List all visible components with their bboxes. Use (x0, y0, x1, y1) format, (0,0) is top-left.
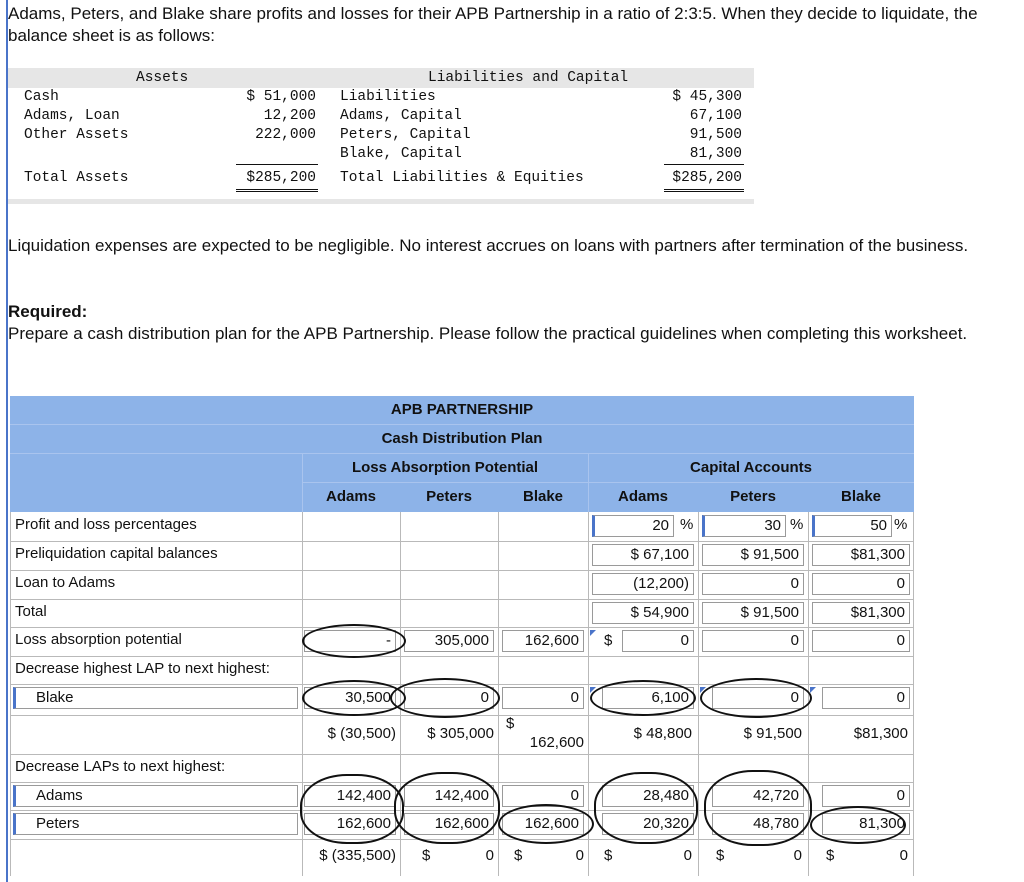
pct-adams-input[interactable]: 20 (592, 515, 674, 537)
row-select-peters[interactable]: Peters (13, 813, 298, 835)
total-blake-input[interactable]: $81,300 (812, 602, 910, 624)
worksheet-title: APB PARTNERSHIP (390, 401, 534, 418)
lap-cap-blake-input[interactable]: 0 (812, 630, 910, 652)
s2a-cap-adams-input[interactable]: 28,480 (602, 785, 694, 807)
s1-cap-peters-input[interactable]: 0 (712, 687, 804, 709)
b1-lap-blake-dollar: $ (506, 715, 515, 732)
assets-header: Assets (136, 70, 189, 86)
capital-header: Capital Accounts (690, 459, 812, 476)
total-le-label: Total Liabilities & Equities (340, 170, 584, 186)
final-dollar: $ (422, 847, 431, 864)
balance-sheet-header-band (8, 68, 754, 88)
asset-value: 12,200 (263, 108, 316, 124)
final-dollar: $ (514, 847, 523, 864)
s2p-lap-adams-input[interactable]: 162,600 (304, 813, 396, 835)
row-label-loan: Loan to Adams (15, 574, 116, 591)
grid (10, 541, 914, 542)
final-cap-peters: 0 (793, 847, 802, 864)
asset-label: Adams, Loan (24, 108, 120, 124)
header-divider (302, 482, 914, 483)
s2a-cap-blake-input[interactable]: 0 (822, 785, 910, 807)
grid (10, 599, 914, 600)
b1-cap-blake: $81,300 (853, 725, 908, 742)
row-label-lap: Loss absorption potential (15, 631, 182, 648)
note-paragraph: Liquidation expenses are expected to be negligible. No interest accrues on loans with partners after termination of the business. (8, 236, 969, 255)
total-assets-label: Total Assets (24, 170, 129, 186)
s1-cap-blake-input[interactable]: 0 (822, 687, 910, 709)
pct-sign: % (894, 516, 908, 533)
lap-header: Loss Absorption Potential (351, 459, 539, 476)
s2p-cap-peters-input[interactable]: 48,780 (712, 813, 804, 835)
annotation-circle (594, 772, 698, 844)
b1-lap-blake: 162,600 (529, 734, 584, 751)
total-le-value: $285,200 (672, 170, 742, 186)
final-dollar: $ (716, 847, 725, 864)
total-adams-input[interactable]: $ 54,900 (592, 602, 694, 624)
prelim-blake-input[interactable]: $81,300 (812, 544, 910, 566)
annotation-circle (590, 680, 696, 716)
annotation-circle (390, 678, 500, 718)
lap-cap-peters-input[interactable]: 0 (702, 630, 804, 652)
s2a-cap-peters-input[interactable]: 42,720 (712, 785, 804, 807)
assets-double-underline (236, 191, 318, 192)
pct-sign: % (680, 516, 694, 533)
col-cap-blake: Blake (840, 488, 882, 505)
liability-label: Peters, Capital (340, 127, 471, 143)
grid (698, 512, 699, 876)
required-title: Required: (8, 302, 88, 321)
row-select-blake[interactable]: Blake (13, 687, 298, 709)
pct-sign: % (790, 516, 804, 533)
prelim-peters-input[interactable]: $ 91,500 (702, 544, 804, 566)
assets-underline (236, 164, 318, 165)
asset-label: Cash (24, 89, 59, 105)
grid (913, 512, 914, 876)
liability-value: 67,100 (689, 108, 742, 124)
liabilities-underline (664, 164, 744, 165)
s2p-cap-blake-input[interactable]: 81,300 (822, 813, 910, 835)
grid (10, 512, 11, 876)
liability-label: Adams, Capital (340, 108, 462, 124)
assets-double-underline (236, 189, 318, 190)
final-cap-blake: 0 (899, 847, 908, 864)
s2p-cap-adams-input[interactable]: 20,320 (602, 813, 694, 835)
input-flag-icon (590, 630, 596, 636)
annotation-circle (394, 772, 500, 844)
row-label-prelim: Preliquidation capital balances (15, 545, 218, 562)
row-label-pl: Profit and loss percentages (15, 516, 197, 533)
cap-dollar: $ (604, 632, 613, 649)
b1-lap-peters: $ 305,000 (427, 725, 494, 742)
final-dollar: $ (604, 847, 613, 864)
final-lap-peters: 0 (485, 847, 494, 864)
final-cap-adams: 0 (683, 847, 692, 864)
s1-cap-adams-input[interactable]: 6,100 (602, 687, 694, 709)
lap-blake-input[interactable]: 162,600 (502, 630, 584, 652)
asset-label: Other Assets (24, 127, 129, 143)
liabilities-header: Liabilities and Capital (428, 70, 629, 86)
liability-label: Blake, Capital (340, 146, 462, 162)
annotation-circle (704, 770, 812, 846)
s2a-lap-adams-input[interactable]: 142,400 (304, 785, 396, 807)
grid (10, 656, 914, 657)
row-select-adams[interactable]: Adams (13, 785, 298, 807)
s2p-lap-peters-input[interactable]: 162,600 (404, 813, 494, 835)
worksheet-subtitle: Cash Distribution Plan (381, 430, 543, 447)
asset-value: $ 51,000 (246, 89, 316, 105)
asset-value: 222,000 (255, 127, 316, 143)
s1-lap-adams-input[interactable]: 30,500 (304, 687, 396, 709)
annotation-circle (810, 806, 906, 844)
final-lap-adams: $ (335,500) (319, 847, 396, 864)
b1-cap-adams: $ 48,800 (633, 725, 692, 742)
b1-lap-adams: $ (30,500) (327, 725, 396, 742)
grid (10, 754, 914, 755)
total-peters-input[interactable]: $ 91,500 (702, 602, 804, 624)
balance-sheet (8, 68, 754, 208)
final-dollar: $ (826, 847, 835, 864)
annotation-circle (700, 678, 812, 718)
col-cap-peters: Peters (730, 488, 776, 505)
loan-peters-input[interactable]: 0 (702, 573, 804, 595)
col-lap-adams: Adams (325, 488, 377, 505)
prelim-adams-input[interactable]: $ 67,100 (592, 544, 694, 566)
liability-label: Liabilities (340, 89, 436, 105)
col-lap-peters: Peters (426, 488, 472, 505)
s1-lap-peters-input[interactable]: 0 (404, 687, 494, 709)
loan-adams-input[interactable]: (12,200) (592, 573, 694, 595)
le-double-underline (664, 191, 744, 192)
annotation-circle (302, 624, 406, 658)
liability-value: 81,300 (689, 146, 742, 162)
pct-blake-input[interactable]: 50 (812, 515, 892, 537)
grid (10, 627, 914, 628)
le-double-underline (664, 189, 744, 190)
grid (10, 570, 914, 571)
col-cap-adams: Adams (617, 488, 669, 505)
balance-sheet-footer-band (8, 199, 754, 204)
intro-paragraph: Adams, Peters, and Blake share profits and losses for their APB Partnership in a ratio of 2:3:5. When they decide to liquidate, the balance sheet is as follows: (8, 4, 978, 45)
cash-distribution-worksheet (10, 396, 914, 876)
row-label-decrease-highest: Decrease highest LAP to next highest: (15, 660, 270, 677)
total-assets-value: $285,200 (246, 170, 316, 186)
s2p-lap-blake-input[interactable]: 162,600 (502, 813, 584, 835)
row-label-decrease-laps: Decrease LAPs to next highest: (15, 758, 226, 775)
b1-cap-peters: $ 91,500 (743, 725, 802, 742)
s2a-lap-blake-input[interactable]: 0 (502, 785, 584, 807)
row-label-total: Total (15, 603, 47, 620)
s2a-lap-peters-input[interactable]: 142,400 (404, 785, 494, 807)
pct-peters-input[interactable]: 30 (702, 515, 786, 537)
lap-peters-input[interactable]: 305,000 (404, 630, 494, 652)
col-lap-blake: Blake (522, 488, 564, 505)
lap-cap-adams-input[interactable]: 0 (622, 630, 694, 652)
annotation-circle (498, 804, 594, 844)
final-lap-blake: 0 (575, 847, 584, 864)
liability-value: $ 45,300 (672, 89, 742, 105)
s1-lap-blake-input[interactable]: 0 (502, 687, 584, 709)
loan-blake-input[interactable]: 0 (812, 573, 910, 595)
required-text: Prepare a cash distribution plan for the APB Partnership. Please follow the practical guidelines when completing this worksheet. (8, 324, 968, 343)
header-divider (10, 424, 914, 425)
header-divider (10, 453, 914, 454)
lap-adams-input[interactable]: - (304, 630, 396, 652)
input-flag-icon (810, 687, 816, 693)
annotation-circle (300, 774, 404, 844)
liability-value: 91,500 (689, 127, 742, 143)
